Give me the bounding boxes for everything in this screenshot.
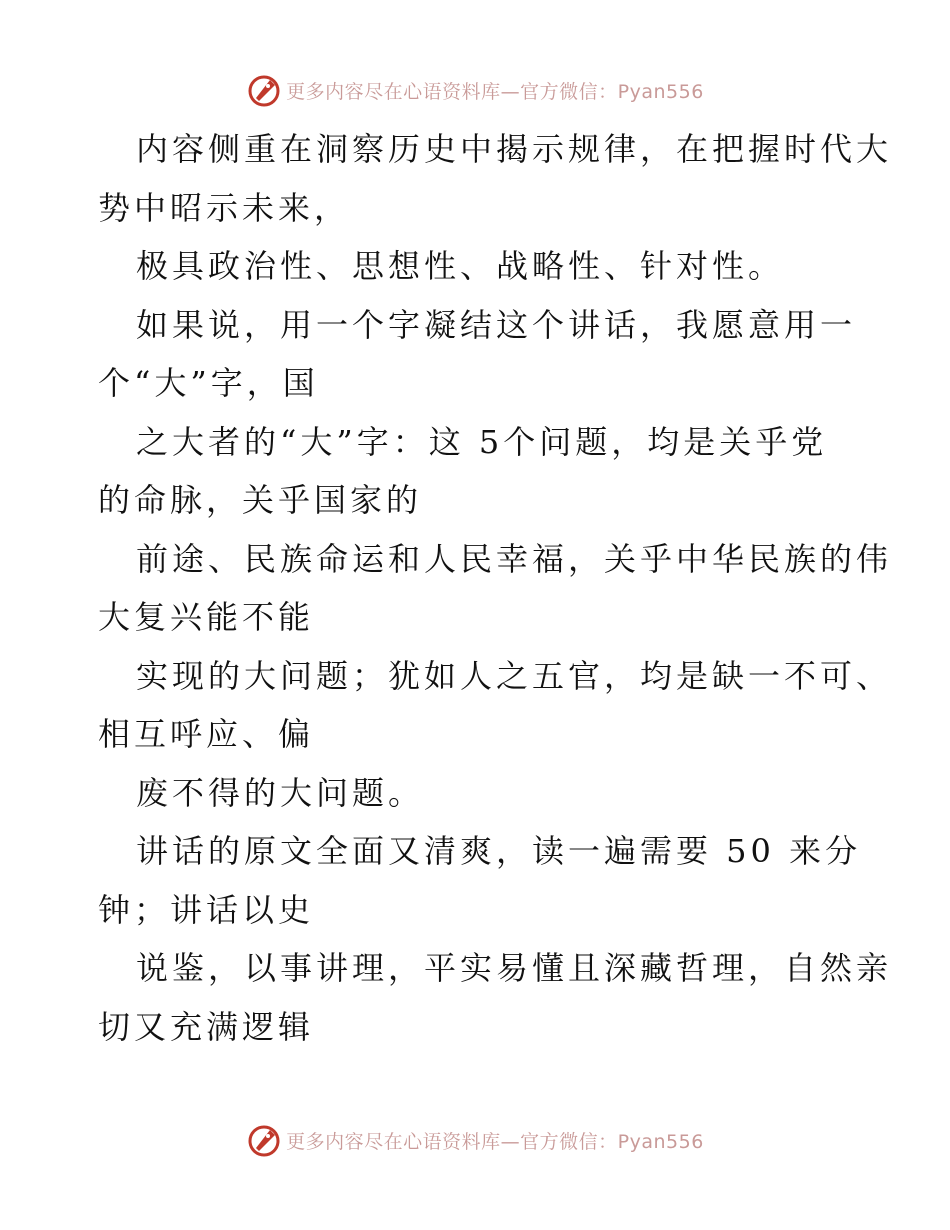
text-line: 切又充满逻辑 (98, 1007, 315, 1046)
text-line: 内容侧重在洞察历史中揭示规律，在把握时代大 (136, 130, 893, 168)
watermark-text: 更多内容尽在心语资料库—官方微信：Pyan556 (286, 80, 704, 103)
text-line: 之大者的“大”字：这 5个问题，均是关乎党 (136, 422, 828, 461)
text-line: 相互呼应、偏 (98, 715, 315, 753)
text-line: 前途、民族命运和人民幸福，关乎中华民族的伟 (136, 539, 893, 578)
text-line: 钟；讲话以史 (98, 890, 315, 929)
text-line: 大复兴能不能 (98, 598, 315, 636)
header-watermark (0, 70, 950, 110)
text-line: 如果说，用一个字凝结这个讲话，我愿意用一 (136, 305, 857, 344)
text-line: 实现的大问题；犹如人之五官，均是缺一不可、 (136, 656, 893, 695)
text-line: 废不得的大问题。 (136, 773, 425, 812)
footer-watermark (0, 1120, 950, 1160)
text-line: 势中昭示未来， (98, 188, 351, 227)
pen-nib-logo-icon (246, 72, 282, 108)
text-line: 极具政治性、思想性、战略性、针对性。 (136, 247, 785, 285)
watermark-text: 更多内容尽在心语资料库—官方微信：Pyan556 (286, 1130, 704, 1153)
text-line: 讲话的原文全面又清爽，读一遍需要 50 来分 (136, 832, 862, 870)
text-line: 说鉴，以事讲理，平实易懂且深藏哲理，自然亲 (136, 949, 893, 987)
document-body (98, 120, 893, 1056)
pen-nib-logo-icon (246, 1122, 282, 1158)
text-line: 个“大”字，国 (98, 364, 319, 402)
text-line: 的命脉，关乎国家的 (98, 481, 423, 519)
